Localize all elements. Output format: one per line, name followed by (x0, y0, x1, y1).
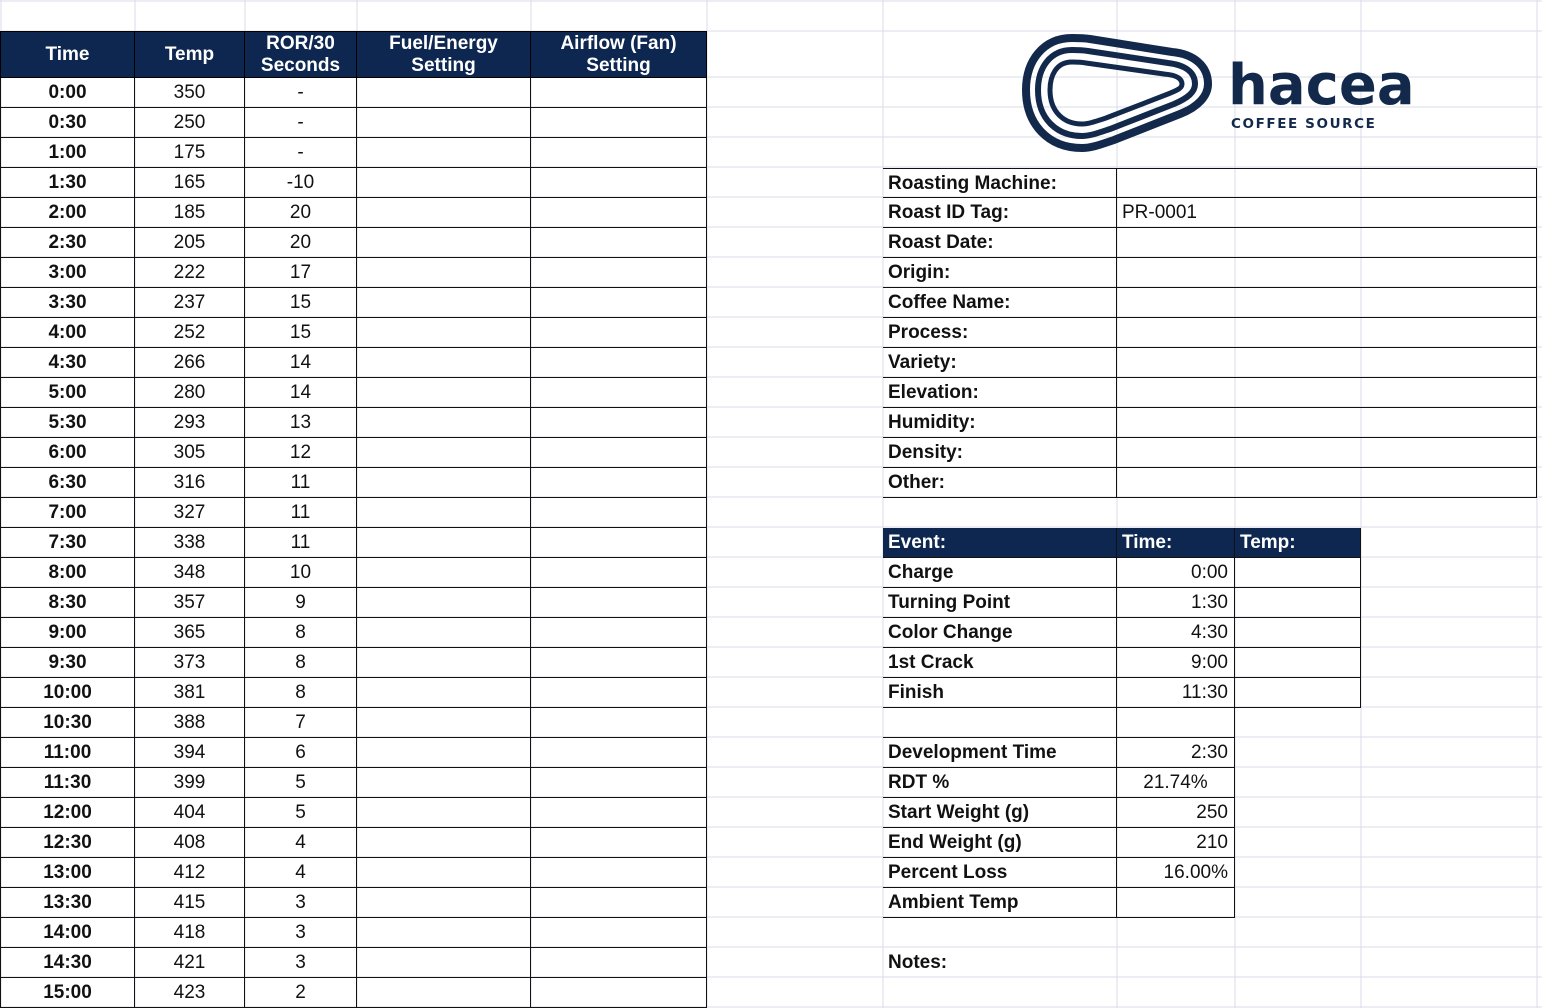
airflow-cell[interactable] (531, 438, 707, 468)
ror-cell[interactable]: 14 (245, 378, 357, 408)
fuel-cell[interactable] (357, 78, 531, 108)
event-time[interactable]: 0:00 (1117, 558, 1235, 588)
event-temp[interactable] (1235, 618, 1361, 648)
temp-cell[interactable]: 415 (135, 888, 245, 918)
stat-value[interactable]: 210 (1117, 828, 1235, 858)
time-cell[interactable]: 10:00 (0, 678, 135, 708)
airflow-cell[interactable] (531, 558, 707, 588)
fuel-cell[interactable] (357, 378, 531, 408)
ror-cell[interactable]: 20 (245, 228, 357, 258)
airflow-cell[interactable] (531, 498, 707, 528)
temp-cell[interactable]: 250 (135, 108, 245, 138)
airflow-cell[interactable] (531, 258, 707, 288)
time-cell[interactable]: 10:30 (0, 708, 135, 738)
time-cell[interactable]: 6:30 (0, 468, 135, 498)
logo-tagline: COFFEE SOURCE (1231, 116, 1377, 132)
stat-value[interactable]: 16.00% (1117, 858, 1235, 888)
airflow-cell[interactable] (531, 468, 707, 498)
info-label: Origin: (883, 258, 1117, 288)
logo-wordmark: hacea (1228, 53, 1415, 118)
airflow-cell[interactable] (531, 948, 707, 978)
time-cell[interactable]: 0:00 (0, 78, 135, 108)
info-label: Roast ID Tag: (883, 198, 1117, 228)
fuel-cell[interactable] (357, 558, 531, 588)
info-value[interactable] (1117, 408, 1537, 438)
fuel-cell[interactable] (357, 348, 531, 378)
time-cell[interactable]: 9:00 (0, 618, 135, 648)
fuel-header: Fuel/Energy Setting (357, 31, 531, 78)
airflow-cell[interactable] (531, 198, 707, 228)
ror-cell[interactable]: 11 (245, 498, 357, 528)
fuel-cell[interactable] (357, 468, 531, 498)
ror-cell[interactable]: 5 (245, 798, 357, 828)
info-value[interactable] (1117, 378, 1537, 408)
airflow-cell[interactable] (531, 738, 707, 768)
time-cell[interactable]: 4:30 (0, 348, 135, 378)
info-value[interactable] (1117, 468, 1537, 498)
temp-cell[interactable]: 237 (135, 288, 245, 318)
airflow-cell[interactable] (531, 528, 707, 558)
stat-value[interactable]: 21.74% (1117, 768, 1235, 798)
airflow-cell[interactable] (531, 408, 707, 438)
time-cell[interactable]: 3:00 (0, 258, 135, 288)
time-cell[interactable]: 13:30 (0, 888, 135, 918)
ror-cell[interactable]: 12 (245, 438, 357, 468)
info-value[interactable] (1117, 318, 1537, 348)
temp-cell[interactable]: 316 (135, 468, 245, 498)
temp-cell[interactable]: 348 (135, 558, 245, 588)
airflow-cell[interactable] (531, 828, 707, 858)
ror-cell[interactable]: - (245, 78, 357, 108)
time-cell[interactable]: 15:00 (0, 978, 135, 1008)
time-cell[interactable]: 2:00 (0, 198, 135, 228)
airflow-cell[interactable] (531, 228, 707, 258)
stat-label: Percent Loss (883, 858, 1117, 888)
temp-cell[interactable]: 423 (135, 978, 245, 1008)
ror-cell[interactable]: 15 (245, 318, 357, 348)
event-name: Finish (883, 678, 1117, 708)
fuel-cell[interactable] (357, 138, 531, 168)
temp-cell[interactable]: 418 (135, 918, 245, 948)
stat-label: RDT % (883, 768, 1117, 798)
temp-header: Temp (135, 31, 245, 78)
temp-cell[interactable]: 205 (135, 228, 245, 258)
fuel-cell[interactable] (357, 678, 531, 708)
time-cell[interactable]: 11:30 (0, 768, 135, 798)
time-header: Time (0, 31, 135, 78)
ror-cell[interactable]: - (245, 108, 357, 138)
fuel-cell[interactable] (357, 888, 531, 918)
time-cell[interactable]: 13:00 (0, 858, 135, 888)
temp-cell[interactable]: 404 (135, 798, 245, 828)
stat-value[interactable] (1117, 888, 1235, 918)
temp-cell[interactable]: 266 (135, 348, 245, 378)
fuel-cell[interactable] (357, 588, 531, 618)
time-cell[interactable]: 7:30 (0, 528, 135, 558)
ror-cell[interactable]: 5 (245, 768, 357, 798)
fuel-cell[interactable] (357, 408, 531, 438)
fuel-cell[interactable] (357, 918, 531, 948)
ror-cell[interactable]: 11 (245, 468, 357, 498)
event-time[interactable]: 4:30 (1117, 618, 1235, 648)
time-cell[interactable]: 4:00 (0, 318, 135, 348)
ror-cell[interactable]: 4 (245, 828, 357, 858)
event-time-header: Time: (1117, 528, 1235, 558)
stat-label: Development Time (883, 738, 1117, 768)
ror-cell[interactable]: 20 (245, 198, 357, 228)
temp-cell[interactable]: 280 (135, 378, 245, 408)
fuel-cell[interactable] (357, 198, 531, 228)
airflow-cell[interactable] (531, 108, 707, 138)
temp-cell[interactable]: 252 (135, 318, 245, 348)
time-cell[interactable]: 3:30 (0, 288, 135, 318)
temp-cell[interactable]: 412 (135, 858, 245, 888)
time-cell[interactable]: 12:30 (0, 828, 135, 858)
stat-value[interactable]: 2:30 (1117, 738, 1235, 768)
fuel-cell[interactable] (357, 978, 531, 1008)
fuel-cell[interactable] (357, 708, 531, 738)
fuel-cell[interactable] (357, 228, 531, 258)
info-label: Roast Date: (883, 228, 1117, 258)
ror-cell[interactable]: 14 (245, 348, 357, 378)
temp-cell[interactable]: 365 (135, 618, 245, 648)
event-name: Charge (883, 558, 1117, 588)
event-name: 1st Crack (883, 648, 1117, 678)
fuel-cell[interactable] (357, 288, 531, 318)
event-temp[interactable] (1235, 678, 1361, 708)
ror-cell[interactable]: 17 (245, 258, 357, 288)
temp-cell[interactable]: 357 (135, 588, 245, 618)
temp-cell[interactable]: 185 (135, 198, 245, 228)
temp-cell[interactable]: 373 (135, 648, 245, 678)
info-value[interactable] (1117, 288, 1537, 318)
info-label: Coffee Name: (883, 288, 1117, 318)
time-cell[interactable]: 12:00 (0, 798, 135, 828)
info-value[interactable] (1117, 228, 1537, 258)
time-cell[interactable]: 5:30 (0, 408, 135, 438)
info-value[interactable] (1117, 258, 1537, 288)
fuel-cell[interactable] (357, 498, 531, 528)
fuel-cell[interactable] (357, 168, 531, 198)
fuel-cell[interactable] (357, 318, 531, 348)
fuel-cell[interactable] (357, 948, 531, 978)
spacer-cell (1117, 708, 1235, 738)
temp-cell[interactable]: 327 (135, 498, 245, 528)
ror-cell[interactable]: 7 (245, 708, 357, 738)
stat-label: Start Weight (g) (883, 798, 1117, 828)
airflow-cell[interactable] (531, 348, 707, 378)
info-label: Variety: (883, 348, 1117, 378)
info-label: Density: (883, 438, 1117, 468)
temp-cell[interactable]: 394 (135, 738, 245, 768)
info-value[interactable] (1117, 438, 1537, 468)
ror-cell[interactable]: - (245, 138, 357, 168)
time-cell[interactable]: 11:00 (0, 738, 135, 768)
info-value[interactable] (1117, 348, 1537, 378)
ror-cell[interactable]: 10 (245, 558, 357, 588)
fuel-cell[interactable] (357, 438, 531, 468)
airflow-cell[interactable] (531, 858, 707, 888)
event-time[interactable]: 11:30 (1117, 678, 1235, 708)
ror-cell[interactable]: 3 (245, 948, 357, 978)
time-cell[interactable]: 1:30 (0, 168, 135, 198)
temp-cell[interactable]: 381 (135, 678, 245, 708)
airflow-cell[interactable] (531, 138, 707, 168)
airflow-cell[interactable] (531, 888, 707, 918)
temp-cell[interactable]: 399 (135, 768, 245, 798)
temp-cell[interactable]: 293 (135, 408, 245, 438)
ror-cell[interactable]: 3 (245, 888, 357, 918)
fuel-cell[interactable] (357, 648, 531, 678)
spacer-cell (883, 708, 1117, 738)
ror-cell[interactable]: -10 (245, 168, 357, 198)
event-temp[interactable] (1235, 648, 1361, 678)
event-name: Turning Point (883, 588, 1117, 618)
airflow-cell[interactable] (531, 78, 707, 108)
ror-cell[interactable]: 8 (245, 618, 357, 648)
time-cell[interactable]: 1:00 (0, 138, 135, 168)
ror-header: ROR/30 Seconds (245, 31, 357, 78)
airflow-cell[interactable] (531, 798, 707, 828)
info-label: Roasting Machine: (883, 168, 1117, 198)
time-cell[interactable]: 6:00 (0, 438, 135, 468)
ror-cell[interactable]: 3 (245, 918, 357, 948)
event-header: Event: (883, 528, 1117, 558)
event-temp[interactable] (1235, 558, 1361, 588)
time-cell[interactable]: 8:30 (0, 588, 135, 618)
airflow-cell[interactable] (531, 288, 707, 318)
stat-value[interactable]: 250 (1117, 798, 1235, 828)
info-label: Humidity: (883, 408, 1117, 438)
time-cell[interactable]: 2:30 (0, 228, 135, 258)
airflow-cell[interactable] (531, 768, 707, 798)
fuel-cell[interactable] (357, 828, 531, 858)
fuel-cell[interactable] (357, 798, 531, 828)
airflow-cell[interactable] (531, 588, 707, 618)
airflow-cell[interactable] (531, 618, 707, 648)
event-temp[interactable] (1235, 588, 1361, 618)
time-cell[interactable]: 5:00 (0, 378, 135, 408)
fuel-cell[interactable] (357, 618, 531, 648)
ror-cell[interactable]: 15 (245, 288, 357, 318)
stat-label: Ambient Temp (883, 888, 1117, 918)
fuel-cell[interactable] (357, 738, 531, 768)
airflow-cell[interactable] (531, 168, 707, 198)
event-time[interactable]: 9:00 (1117, 648, 1235, 678)
time-cell[interactable]: 0:30 (0, 108, 135, 138)
airflow-cell[interactable] (531, 918, 707, 948)
info-value[interactable] (1117, 168, 1537, 198)
ror-cell[interactable]: 6 (245, 738, 357, 768)
info-label: Elevation: (883, 378, 1117, 408)
temp-cell[interactable]: 421 (135, 948, 245, 978)
airflow-cell[interactable] (531, 708, 707, 738)
time-cell[interactable]: 9:30 (0, 648, 135, 678)
airflow-cell[interactable] (531, 378, 707, 408)
airflow-cell[interactable] (531, 678, 707, 708)
info-value[interactable]: PR-0001 (1117, 198, 1537, 228)
airflow-cell[interactable] (531, 648, 707, 678)
temp-cell[interactable]: 175 (135, 138, 245, 168)
temp-cell[interactable]: 338 (135, 528, 245, 558)
temp-cell[interactable]: 408 (135, 828, 245, 858)
fuel-cell[interactable] (357, 258, 531, 288)
hacea-logo (1022, 32, 1415, 154)
notes-label: Notes: (888, 952, 948, 973)
temp-cell[interactable]: 305 (135, 438, 245, 468)
temp-cell[interactable]: 222 (135, 258, 245, 288)
fuel-cell[interactable] (357, 768, 531, 798)
ror-cell[interactable]: 2 (245, 978, 357, 1008)
airflow-cell[interactable] (531, 978, 707, 1008)
info-label: Other: (883, 468, 1117, 498)
temp-cell[interactable]: 350 (135, 78, 245, 108)
ror-cell[interactable]: 8 (245, 678, 357, 708)
ror-cell[interactable]: 8 (245, 648, 357, 678)
time-cell[interactable]: 14:30 (0, 948, 135, 978)
time-cell[interactable]: 14:00 (0, 918, 135, 948)
event-name: Color Change (883, 618, 1117, 648)
ror-cell[interactable]: 13 (245, 408, 357, 438)
stat-label: End Weight (g) (883, 828, 1117, 858)
fuel-cell[interactable] (357, 108, 531, 138)
time-cell[interactable]: 7:00 (0, 498, 135, 528)
ror-cell[interactable]: 9 (245, 588, 357, 618)
temp-cell[interactable]: 165 (135, 168, 245, 198)
temp-cell[interactable]: 388 (135, 708, 245, 738)
fuel-cell[interactable] (357, 858, 531, 888)
airflow-cell[interactable] (531, 318, 707, 348)
event-time[interactable]: 1:30 (1117, 588, 1235, 618)
ror-cell[interactable]: 4 (245, 858, 357, 888)
fuel-cell[interactable] (357, 528, 531, 558)
time-cell[interactable]: 8:00 (0, 558, 135, 588)
info-label: Process: (883, 318, 1117, 348)
airflow-header: Airflow (Fan) Setting (531, 31, 707, 78)
ror-cell[interactable]: 11 (245, 528, 357, 558)
event-temp-header: Temp: (1235, 528, 1361, 558)
